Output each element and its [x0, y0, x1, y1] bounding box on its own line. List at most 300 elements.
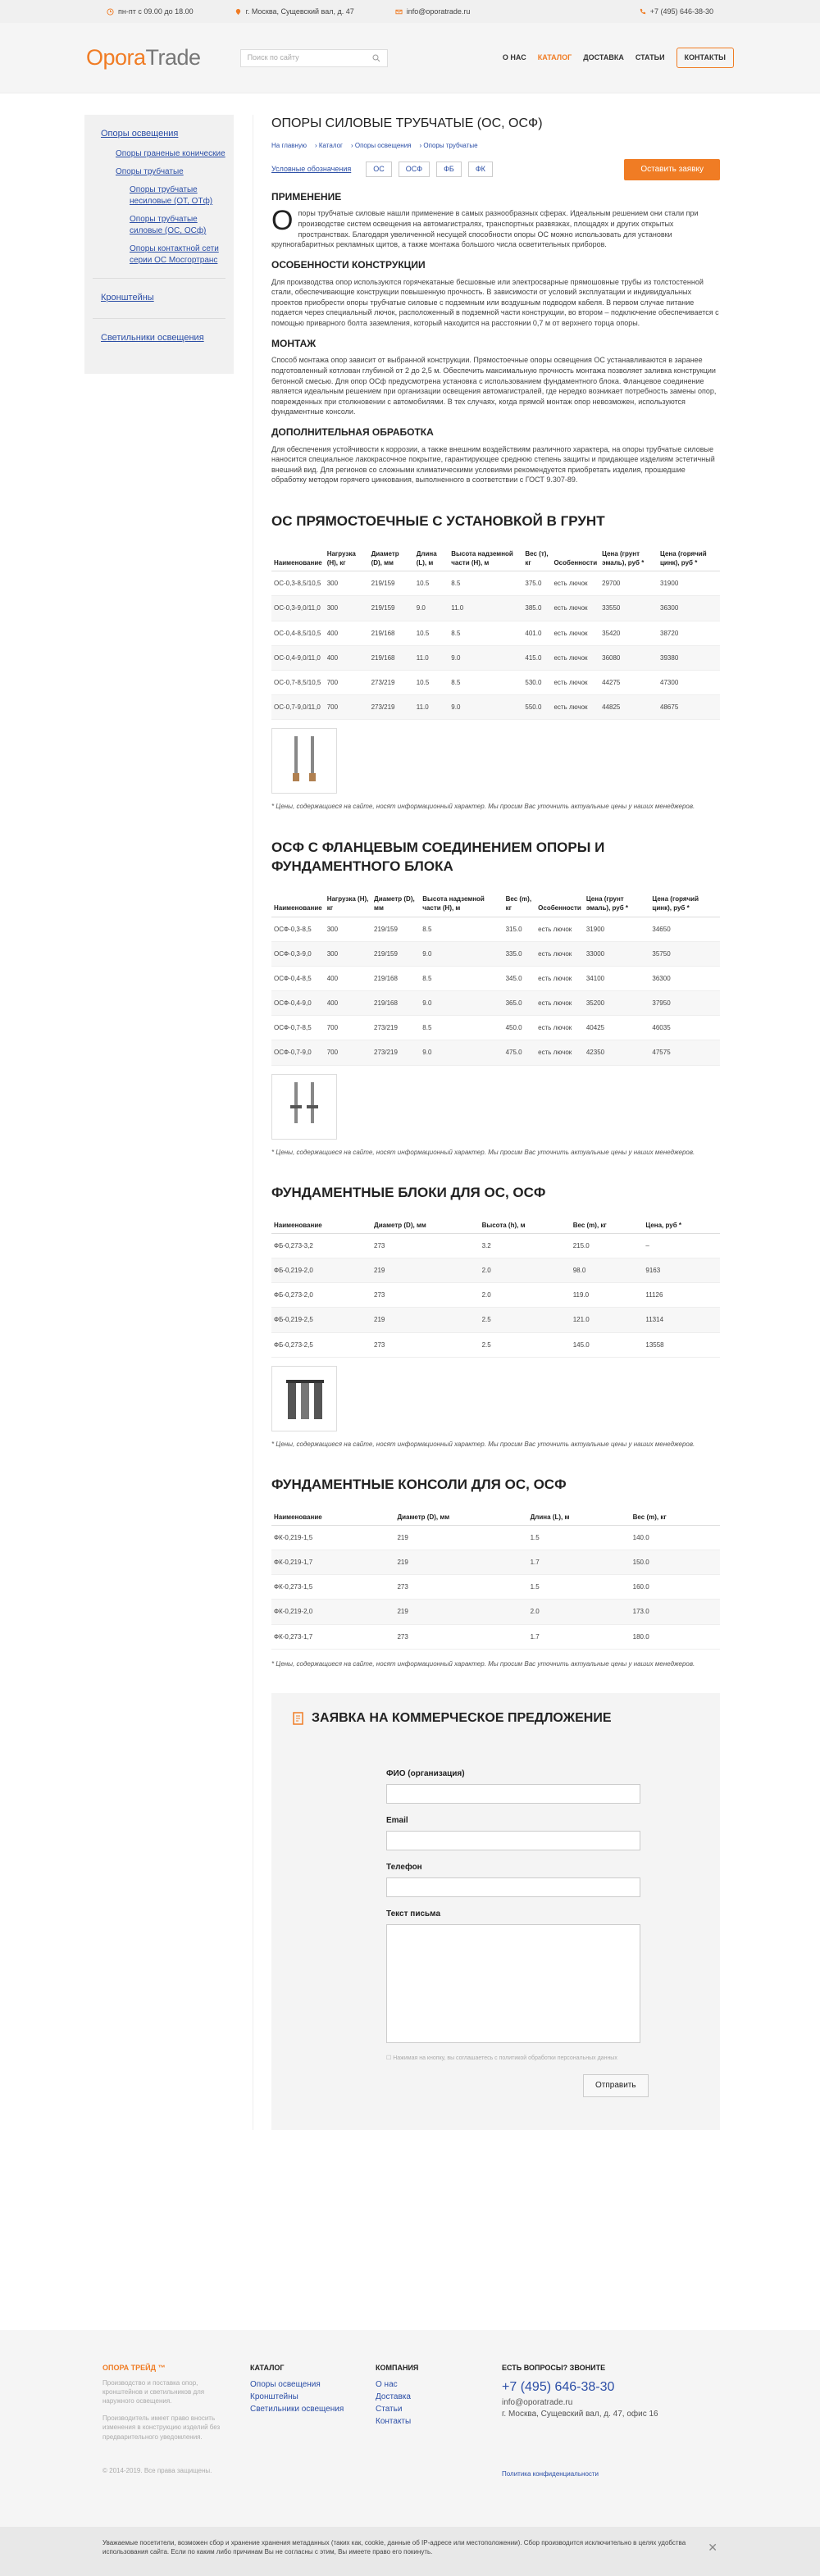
table-cell: 9.0 [420, 1040, 503, 1065]
mail-icon [395, 8, 403, 16]
table-cell: 273 [371, 1332, 480, 1357]
table-cell: ФК-0,219-1,5 [271, 1525, 394, 1550]
search-placeholder: Поиск по сайту [247, 53, 299, 62]
table-row [271, 596, 720, 621]
pole-image-icon [280, 732, 329, 790]
table-cell: 11.0 [449, 596, 522, 621]
sidebar [84, 115, 234, 374]
table-cell: 345.0 [503, 966, 536, 990]
product-table-fb [271, 1217, 720, 1358]
sidebar-divider [93, 278, 226, 279]
paragraph [271, 205, 720, 249]
cookie-text: Уважаемые посетители, возможен сбор и хранение хранения метаданных (таких как, cookie, данные об IP-адресе или местоположении). Сбор производится исключительно в целях удобства использования сайта. Если по каким либо причинам Вы не согласны с этим, Вы имеете право его покинуть. [102, 2539, 686, 2556]
table-cell: 475.0 [503, 1040, 536, 1065]
site-header [0, 23, 820, 93]
table-cell: 273/219 [371, 1016, 420, 1040]
paragraph-text: поры трубчатые силовые нашли применение в самых разнообразных сферах. Идеальным решением они стали при производстве систем освещения на автомагистралях, транспортных развязках, площадях и других открытых пространствах. Благодаря увеличенной несущей способности опоры ОС можно использовать для установки крупногабаритных рекламных щитов, а также монтажа большого числа осветительных приборов. [271, 209, 699, 249]
table-cell: 273 [394, 1575, 527, 1600]
product-table-os [271, 546, 720, 721]
table-row [271, 941, 720, 966]
table-cell: 219/159 [369, 596, 414, 621]
table-cell: ОС-0,3-8,5/10,5 [271, 571, 325, 596]
table-row [271, 991, 720, 1016]
phone-icon [639, 8, 646, 16]
table-cell: 11126 [643, 1283, 720, 1308]
phone-text[interactable]: +7 (495) 646-38-30 [649, 7, 713, 16]
table-cell: ОСФ-0,4-9,0 [271, 991, 325, 1016]
table-cell: 219/168 [371, 991, 420, 1016]
table-title: ОС ПРЯМОСТОЕЧНЫЕ С УСТАНОВКОЙ В ГРУНТ [271, 513, 605, 530]
table-cell: ОСФ-0,4-8,5 [271, 966, 325, 990]
table-cell: 2.0 [480, 1283, 571, 1308]
send-button[interactable]: Отправить [583, 2074, 649, 2097]
column-header: Высота надземной части (H), м [420, 891, 503, 917]
column-header: Цена (горячий цинк), руб * [658, 546, 720, 571]
phone-field [386, 1862, 640, 1897]
table-cell: 3.2 [480, 1233, 571, 1258]
column-header: Особенности [551, 546, 599, 571]
table-row [271, 1308, 720, 1332]
name-label: ФИО (организация) [386, 1769, 465, 1779]
paragraph: Способ монтажа опор зависит от выбранной конструкции. Прямостоечные опоры освещения ОС устанавливаются в заранее подготовленный котлован глубиной от 2 до 2,5 м. Обеспечить максимальную прочность монтажа позволяет заливка конструкции бетонной смесью. Для опор ОСф предусмотрена установка с использованием фундаментного блока. Фланцевое соединение является идеальным решением при организации освещения автомагистралей, где нередко возникает потребность замены опор, поврежденных при столкновении с автомобилями. В тех случаях, когда прямой монтаж опор невозможен, используются фундаментные консоли. [271, 356, 717, 416]
table-cell: 1.5 [528, 1525, 631, 1550]
table-cell: 46035 [649, 1016, 720, 1040]
table-cell: 219/159 [369, 571, 414, 596]
table-cell: 219 [371, 1308, 480, 1332]
table-cell: ОСФ-0,7-8,5 [271, 1016, 325, 1040]
table-row [271, 917, 720, 941]
table-cell: 10.5 [414, 571, 449, 596]
table-cell: 42350 [584, 1040, 650, 1065]
legend-link[interactable]: Условные обозначения [271, 165, 352, 174]
table-row [271, 670, 720, 694]
form-title-text: ЗАЯВКА НА КОММЕРЧЕСКОЕ ПРЕДЛОЖЕНИЕ [312, 1711, 612, 1726]
footer-company [376, 2363, 418, 2428]
contacts-button[interactable]: КОНТАКТЫ [676, 48, 734, 68]
phone-input[interactable] [386, 1877, 640, 1897]
column-header: Цена, руб * [643, 1217, 720, 1234]
document-icon [292, 1712, 305, 1725]
footer-link[interactable]: Доставка [376, 2392, 411, 2401]
table-cell: 530.0 [522, 670, 551, 694]
footer-col-title: ЕСТЬ ВОПРОСЫ? ЗВОНИТЕ [502, 2364, 606, 2372]
footer-address: г. Москва, Сущевский вал, д. 47, офис 16 [502, 2409, 658, 2419]
table-row [271, 1525, 720, 1550]
order-button[interactable]: Оставить заявку [624, 159, 720, 180]
table-cell: ФБ-0,273-2,5 [271, 1332, 371, 1357]
privacy-policy-link[interactable]: Политика конфиденциальности [502, 2469, 599, 2478]
table-cell: 300 [325, 917, 371, 941]
column-header: Высота надземной части (H), м [449, 546, 522, 571]
table-cell: 9.0 [420, 991, 503, 1016]
logo-text-opora: Opora [86, 44, 146, 70]
table-cell: ФК-0,273-1,7 [271, 1624, 394, 1649]
nav-delivery[interactable]: ДОСТАВКА [583, 53, 624, 62]
chip-os[interactable]: ОС [366, 162, 392, 177]
table-cell: есть лючок [551, 645, 599, 670]
table-cell: 173.0 [631, 1600, 720, 1624]
table-cell: 47575 [649, 1040, 720, 1065]
table-cell: 160.0 [631, 1575, 720, 1600]
table-cell: 47300 [658, 670, 720, 694]
table-cell: есть лючок [535, 1040, 584, 1065]
email-label: Email [386, 1816, 408, 1826]
column-header: Диаметр (D), мм [371, 891, 420, 917]
table-cell: 35420 [599, 621, 658, 645]
table-row [271, 621, 720, 645]
address-text: г. Москва, Сущевский вал, д. 47 [245, 7, 354, 16]
table-cell: ОС-0,4-8,5/10,5 [271, 621, 325, 645]
crumb-tubular[interactable]: Опоры трубчатые [423, 142, 478, 150]
footer-link[interactable]: Опоры освещения [250, 2379, 321, 2389]
table-row [271, 1600, 720, 1624]
table-cell: 700 [325, 695, 369, 720]
table-cell: 1.7 [528, 1550, 631, 1575]
breadcrumb: На главную › Каталог › Опоры освещения › Опоры трубчатые [271, 142, 478, 150]
table-row [271, 1550, 720, 1575]
table-cell: есть лючок [551, 695, 599, 720]
table-cell: 35750 [649, 941, 720, 966]
table-cell: 9.0 [449, 695, 522, 720]
filter-bar [271, 159, 720, 180]
table-row [271, 966, 720, 990]
table-cell: 401.0 [522, 621, 551, 645]
column-header: Наименование [271, 1509, 394, 1526]
table-cell: 11.0 [414, 695, 449, 720]
sidebar-divider [93, 318, 226, 319]
footer-copyright: © 2014-2019. Все права защищены. [102, 2466, 212, 2474]
nav-articles[interactable]: СТАТЬИ [635, 53, 665, 62]
table-cell: 9163 [643, 1258, 720, 1282]
section-heading: ДОПОЛНИТЕЛЬНАЯ ОБРАБОТКА [271, 426, 434, 438]
top-info-bar [0, 0, 820, 23]
table-cell: ОСФ-0,3-9,0 [271, 941, 325, 966]
logo[interactable] [86, 43, 201, 74]
table-cell: 415.0 [522, 645, 551, 670]
table-cell: 219 [394, 1525, 527, 1550]
table-cell: ФБ-0,219-2,5 [271, 1308, 371, 1332]
column-header: Длина (L), м [528, 1509, 631, 1526]
paragraph: Для производства опор используются горячекатаные бесшовные или электросварные прямошовные трубы из толстостенной стали, обеспечивающие конструкции повышенную прочность. В зависимости от условий эксплуатации и индивидуальных проектов приобрести опоры трубчатые силовые с подземным или воздушным подводом кабеля. В первом случае питание подается через специальный лючок, расположенный в подземной части конструкции, во втором – подключение обеспечивается с помощью приварного болта заземления, который находится на расстоянии 0,7 м от верхнего торца опоры. [271, 277, 719, 327]
table-title: ОСФ С ФЛАНЦЕВЫМ СОЕДИНЕНИЕМ ОПОРЫ И ФУНДАМЕНТНОГО БЛОКА [271, 839, 605, 875]
sidebar-item-conical[interactable]: Опоры граненые конические [116, 149, 226, 159]
footer-phone[interactable]: +7 (495) 646-38-30 [502, 2379, 615, 2394]
table-cell: 219/168 [369, 621, 414, 645]
table-cell: 8.5 [449, 670, 522, 694]
table-cell: 34100 [584, 966, 650, 990]
footer-link[interactable]: Кронштейны [250, 2392, 298, 2401]
price-note: * Цены, содержащиеся на сайте, носят информационный характер. Мы просим Вас уточнить актуальные цены у наших менеджеров. [271, 803, 695, 811]
table-cell: ОСФ-0,3-8,5 [271, 917, 325, 941]
product-thumbnail[interactable] [271, 728, 337, 794]
table-cell: 365.0 [503, 991, 536, 1016]
table-cell: 300 [325, 596, 369, 621]
table-cell: – [643, 1233, 720, 1258]
table-cell: ФК-0,219-2,0 [271, 1600, 394, 1624]
table-cell: 98.0 [571, 1258, 644, 1282]
request-form [271, 1693, 720, 2130]
table-cell: 9.0 [449, 645, 522, 670]
table-cell: есть лючок [535, 917, 584, 941]
nav-about[interactable]: О НАС [502, 53, 526, 62]
table-cell: 273/219 [371, 1040, 420, 1065]
search-input[interactable] [240, 49, 388, 67]
email-input[interactable] [386, 1831, 640, 1850]
table-row [271, 695, 720, 720]
table-cell: 145.0 [571, 1332, 644, 1357]
section-heading: ОСОБЕННОСТИ КОНСТРУКЦИИ [271, 258, 426, 271]
table-cell: есть лючок [535, 941, 584, 966]
table-cell: 29700 [599, 571, 658, 596]
nav-catalog[interactable]: КАТАЛОГ [537, 53, 572, 62]
table-cell: 121.0 [571, 1308, 644, 1332]
column-header: Диаметр (D), мм [371, 1217, 480, 1234]
footer-col-title: КАТАЛОГ [250, 2364, 285, 2372]
close-icon[interactable]: ✕ [708, 2541, 718, 2554]
column-header: Вес (m), кг [631, 1509, 720, 1526]
footer-contacts [502, 2363, 715, 2479]
column-header: Цена (грунт эмаль), руб * [599, 546, 658, 571]
footer-about-text2: Производитель имеет право вносить изменения в конструкцию изделий без предварительного уведомления. [102, 2414, 221, 2441]
table-cell: 9.0 [420, 941, 503, 966]
table-cell: 48675 [658, 695, 720, 720]
table-cell: есть лючок [535, 991, 584, 1016]
search-icon[interactable] [372, 54, 380, 62]
table-cell: 700 [325, 670, 369, 694]
table-cell: 37950 [649, 991, 720, 1016]
chip-fk[interactable]: ФК [468, 162, 493, 177]
email-text[interactable]: info@oporatrade.ru [406, 7, 471, 16]
table-cell: 119.0 [571, 1283, 644, 1308]
email-info[interactable] [395, 7, 471, 17]
consent-text: Нажимая на кнопку, вы соглашаетесь с политикой обработки персональных данных [393, 2055, 617, 2062]
table-cell: 385.0 [522, 596, 551, 621]
table-row [271, 645, 720, 670]
table-cell: 40425 [584, 1016, 650, 1040]
column-header: Особенности [535, 891, 584, 917]
crumb-catalog[interactable]: Каталог [318, 142, 343, 150]
column-header: Вес (m), кг [571, 1217, 644, 1234]
table-cell: 300 [325, 941, 371, 966]
table-cell: ФК-0,219-1,7 [271, 1550, 394, 1575]
sidebar-item-lights[interactable]: Светильники освещения [101, 332, 204, 343]
footer-col-title: КОМПАНИЯ [376, 2364, 419, 2372]
message-textarea[interactable] [386, 1924, 640, 2043]
table-row [271, 1332, 720, 1357]
table-cell: 35200 [584, 991, 650, 1016]
column-header: Наименование [271, 1217, 371, 1234]
table-cell: 13558 [643, 1332, 720, 1357]
sidebar-item-poles[interactable]: Опоры освещения [101, 129, 179, 139]
consent-checkbox[interactable]: ☐ Нажимая на кнопку, вы соглашаетесь с политикой обработки персональных данных [386, 2055, 617, 2062]
table-cell: ОС-0,4-9,0/11,0 [271, 645, 325, 670]
sidebar-item-tubular[interactable]: Опоры трубчатые [116, 167, 184, 177]
table-cell: ОС-0,3-9,0/11,0 [271, 596, 325, 621]
section-heading: ПРИМЕНЕНИЕ [271, 190, 342, 203]
footer-link[interactable]: Статьи [376, 2404, 403, 2414]
column-header: Длина (L), м [414, 546, 449, 571]
table-cell: есть лючок [551, 670, 599, 694]
column-header: Диаметр (D), мм [394, 1509, 527, 1526]
address-info [235, 7, 354, 17]
table-cell: 39380 [658, 645, 720, 670]
table-cell: 400 [325, 991, 371, 1016]
cookie-banner [0, 2527, 820, 2576]
column-header: Вес (т), кг [522, 546, 551, 571]
table-cell: 219 [371, 1258, 480, 1282]
email-field [386, 1815, 640, 1850]
table-cell: 1.5 [528, 1575, 631, 1600]
table-cell: 11314 [643, 1308, 720, 1332]
table-cell: 1.7 [528, 1624, 631, 1649]
chip-osf[interactable]: ОСФ [399, 162, 430, 177]
main-nav [503, 48, 734, 68]
table-cell: 10.5 [414, 670, 449, 694]
footer-about [102, 2363, 221, 2475]
footer-link[interactable]: Контакты [376, 2416, 412, 2426]
sidebar-item-tubular-nonpower[interactable]: Опоры трубчатые несиловые (ОТ, ОТф) [130, 185, 213, 207]
table-cell: 219/159 [371, 941, 420, 966]
table-cell: есть лючок [535, 966, 584, 990]
footer-link[interactable]: Светильники освещения [250, 2404, 344, 2414]
table-cell: 33000 [584, 941, 650, 966]
phone-info[interactable] [639, 7, 713, 17]
table-cell: 273 [371, 1283, 480, 1308]
price-note: * Цены, содержащиеся на сайте, носят информационный характер. Мы просим Вас уточнить актуальные цены у наших менеджеров. [271, 1440, 695, 1448]
chip-fb[interactable]: ФБ [436, 162, 462, 177]
table-cell: есть лючок [551, 571, 599, 596]
table-row [271, 1624, 720, 1649]
table-cell: 140.0 [631, 1525, 720, 1550]
product-thumbnail[interactable] [271, 1366, 337, 1431]
product-thumbnail[interactable] [271, 1074, 337, 1140]
footer-link[interactable]: О нас [376, 2379, 398, 2389]
clock-icon [107, 8, 114, 16]
name-input[interactable] [386, 1784, 640, 1804]
table-cell: 315.0 [503, 917, 536, 941]
table-cell: 219 [394, 1550, 527, 1575]
table-row [271, 571, 720, 596]
column-header: Наименование [271, 891, 325, 917]
table-cell: 219 [394, 1600, 527, 1624]
foundation-image-icon [280, 1370, 329, 1427]
table-cell: 375.0 [522, 571, 551, 596]
footer-about-text: Производство и поставка опор, кронштейнов и светильников для наружного освещения. [102, 2378, 205, 2405]
table-cell: 31900 [658, 571, 720, 596]
table-cell: ОСФ-0,7-9,0 [271, 1040, 325, 1065]
table-cell: 273 [394, 1624, 527, 1649]
table-row [271, 1258, 720, 1282]
table-cell: 2.5 [480, 1332, 571, 1357]
logo-text-trade: Trade [145, 44, 201, 70]
table-cell: есть лючок [551, 596, 599, 621]
table-cell: 219/168 [369, 645, 414, 670]
table-cell: есть лючок [551, 621, 599, 645]
footer-catalog [250, 2363, 344, 2415]
table-cell: 31900 [584, 917, 650, 941]
column-header: Нагрузка (Н), кг [325, 891, 371, 917]
table-cell: 8.5 [420, 1016, 503, 1040]
sidebar-item-tubular-power[interactable]: Опоры трубчатые силовые (ОС, ОСф) [130, 215, 207, 236]
message-field [386, 1909, 640, 2043]
phone-label: Телефон [386, 1863, 422, 1873]
column-header: Диаметр (D), мм [369, 546, 414, 571]
table-cell: 450.0 [503, 1016, 536, 1040]
table-cell: 36300 [658, 596, 720, 621]
table-row [271, 1233, 720, 1258]
table-cell: 44825 [599, 695, 658, 720]
product-table-fk [271, 1509, 720, 1650]
table-cell: 273/219 [369, 670, 414, 694]
table-cell: 36300 [649, 966, 720, 990]
table-cell: 400 [325, 966, 371, 990]
table-cell: ОС-0,7-8,5/10,5 [271, 670, 325, 694]
table-cell: 33550 [599, 596, 658, 621]
table-cell: ФБ-0,273-2,0 [271, 1283, 371, 1308]
table-cell: 44275 [599, 670, 658, 694]
table-cell: ФБ-0,219-2,0 [271, 1258, 371, 1282]
table-row [271, 1040, 720, 1065]
crumb-poles[interactable]: Опоры освещения [354, 142, 412, 150]
crumb-home[interactable]: На главную [271, 142, 307, 150]
column-header: Высота (h), м [480, 1217, 571, 1234]
location-icon [235, 8, 242, 16]
table-cell: 8.5 [420, 966, 503, 990]
table-cell: 400 [325, 645, 369, 670]
table-cell: 2.0 [480, 1258, 571, 1282]
table-cell: 215.0 [571, 1233, 644, 1258]
table-cell: 219/168 [371, 966, 420, 990]
table-cell: 9.0 [414, 596, 449, 621]
footer-brand: ОПОРА ТРЕЙД ™ [102, 2364, 166, 2372]
table-title: ФУНДАМЕНТНЫЕ БЛОКИ ДЛЯ ОС, ОСФ [271, 1184, 546, 1200]
price-note: * Цены, содержащиеся на сайте, носят информационный характер. Мы просим Вас уточнить актуальные цены у наших менеджеров. [271, 1659, 695, 1668]
table-cell: 335.0 [503, 941, 536, 966]
table-cell: 700 [325, 1016, 371, 1040]
table-row [271, 1575, 720, 1600]
price-note: * Цены, содержащиеся на сайте, носят информационный характер. Мы просим Вас уточнить актуальные цены у наших менеджеров. [271, 1148, 695, 1156]
table-cell: 550.0 [522, 695, 551, 720]
table-title: ФУНДАМЕНТНЫЕ КОНСОЛИ ДЛЯ ОС, ОСФ [271, 1476, 567, 1492]
table-cell: 2.0 [528, 1600, 631, 1624]
pole-image-icon [280, 1078, 329, 1136]
work-hours [107, 7, 194, 17]
table-cell: 10.5 [414, 621, 449, 645]
table-cell: 219/159 [371, 917, 420, 941]
footer-email[interactable]: info@oporatrade.ru [502, 2397, 573, 2407]
paragraph: Для обеспечения устойчивости к коррозии, а также внешним воздействиям различного характера, на опоры трубчатые силовые наносится специальное лакокрасочное покрытие, гарантирующее среднюю степень защиты и придающее изделиям эстетичный внешний вид. Для регионов со сложными климатическими условиями рекомендуется приобретать изделия, прошедшие обработку методом горячего цинкования, выполненного в соответствии с ГОСТ 9.307-89. [271, 444, 715, 485]
table-cell: 700 [325, 1040, 371, 1065]
table-cell: 273/219 [369, 695, 414, 720]
table-cell: ФК-0,273-1,5 [271, 1575, 394, 1600]
form-title [292, 1709, 699, 1727]
table-cell: 8.5 [449, 571, 522, 596]
column-header: Наименование [271, 546, 325, 571]
table-cell: 300 [325, 571, 369, 596]
table-cell: есть лючок [535, 1016, 584, 1040]
sidebar-item-contact-network[interactable]: Опоры контактной сети серии ОС Мосгортранс [130, 244, 219, 266]
sidebar-item-brackets[interactable]: Кронштейны [101, 293, 154, 303]
table-cell: ФБ-0,273-3,2 [271, 1233, 371, 1258]
product-table-osf [271, 891, 720, 1066]
table-cell: 400 [325, 621, 369, 645]
table-row [271, 1283, 720, 1308]
drop-cap: О [271, 205, 294, 237]
table-cell: 8.5 [420, 917, 503, 941]
table-cell: ОС-0,7-9,0/11,0 [271, 695, 325, 720]
column-header: Цена (грунт эмаль), руб * [584, 891, 650, 917]
column-header: Цена (горячий цинк), руб * [649, 891, 720, 917]
